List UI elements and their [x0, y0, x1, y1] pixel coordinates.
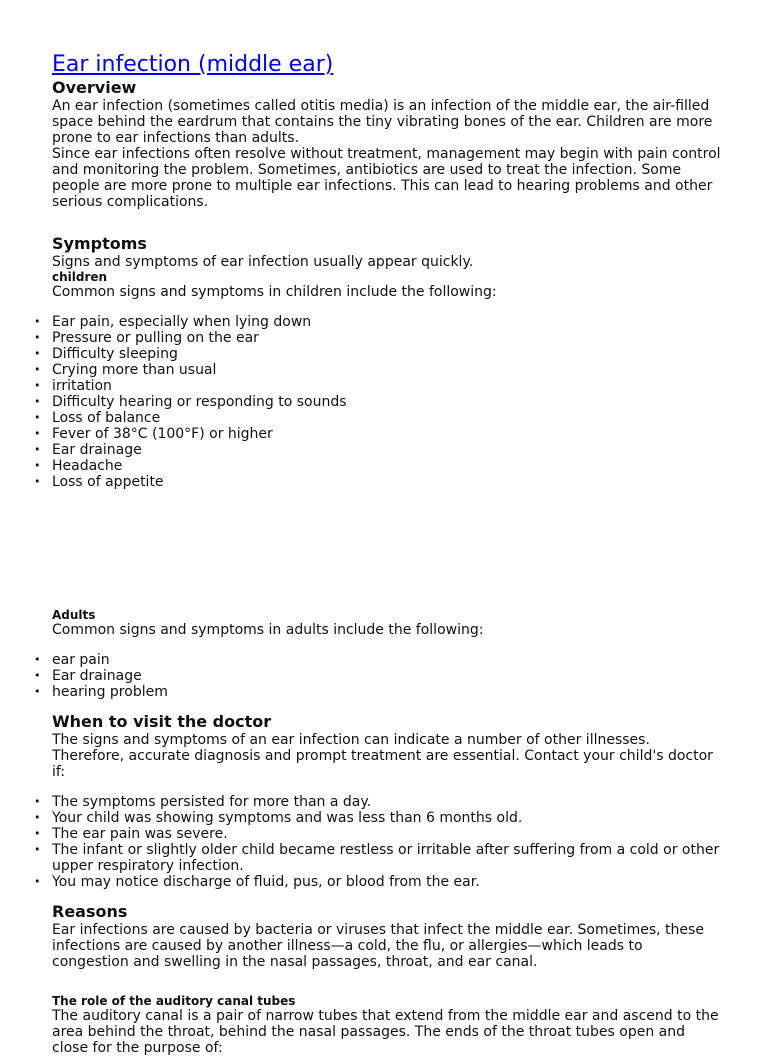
list-item: • ear pain [52, 652, 722, 668]
list-item: • hearing problem [52, 684, 722, 700]
list-item: • The infant or slightly older child became restless or irritable after suffering from a cold or other upper respiratory infection. [52, 842, 722, 874]
list-item: • You may notice discharge of fluid, pus, or blood from the ear. [52, 874, 722, 890]
children-heading: children [52, 270, 108, 284]
overview-heading: Overview [52, 78, 137, 97]
list-item: • Ear drainage [52, 668, 722, 684]
list-item: • Ear drainage [52, 442, 722, 458]
adults-symptom-list [52, 652, 722, 700]
reasons-paragraph: Ear infections are caused by bacteria or viruses that infect the middle ear. Sometimes, these infections are caused by another illness—a cold, the flu, or allergies—which leads to congestion and swelling in the nasal passages, throat, and ear canal. [52, 922, 704, 970]
list-item: • Loss of appetite [52, 474, 722, 490]
adults-intro: Common signs and symptoms in adults include the following: [52, 622, 484, 638]
adults-heading: Adults [52, 608, 96, 622]
overview-paragraph-2: Since ear infections often resolve without treatment, management may begin with pain control and monitoring the problem. Sometimes, antibiotics are used to treat the infection. Some people are more prone to multiple ear infections. This can lead to hearing problems and other serious complications. [52, 146, 721, 210]
symptoms-intro: Signs and symptoms of ear infection usually appear quickly. [52, 254, 474, 270]
list-item: • Ear pain, especially when lying down [52, 314, 722, 330]
doctor-intro: The signs and symptoms of an ear infection can indicate a number of other illnesses. Therefore, accurate diagnosis and prompt treatment are essential. Contact your child's doctor if: [52, 732, 713, 780]
tubes-heading: The role of the auditory canal tubes [52, 994, 296, 1008]
list-item: • The symptoms persisted for more than a day. [52, 794, 722, 810]
list-item: • Your child was showing symptoms and was less than 6 months old. [52, 810, 722, 826]
overview-paragraph-1: An ear infection (sometimes called otitis media) is an infection of the middle ear, the air-filled space behind the eardrum that contains the tiny vibrating bones of the ear. Children are more prone to ear infections than adults. [52, 98, 713, 146]
document-page [52, 52, 722, 1056]
reasons-heading: Reasons [52, 902, 128, 921]
children-symptom-list [52, 314, 722, 490]
list-item: • The ear pain was severe. [52, 826, 722, 842]
list-item: • Headache [52, 458, 722, 474]
page-title [52, 52, 722, 78]
list-item: • Difficulty hearing or responding to sounds [52, 394, 722, 410]
list-item: • irritation [52, 378, 722, 394]
list-item: • Difficulty sleeping [52, 346, 722, 362]
doctor-heading: When to visit the doctor [52, 712, 272, 731]
children-intro: Common signs and symptoms in children include the following: [52, 284, 497, 300]
doctor-list [52, 794, 722, 890]
tubes-paragraph: The auditory canal is a pair of narrow tubes that extend from the middle ear and ascend to the area behind the throat, behind the nasal passages. The ends of the throat tubes open and close for the purpose of: [52, 1008, 719, 1056]
list-item: • Crying more than usual [52, 362, 722, 378]
symptoms-heading: Symptoms [52, 234, 147, 253]
list-item: • Fever of 38°C (100°F) or higher [52, 426, 722, 442]
list-item: • Pressure or pulling on the ear [52, 330, 722, 346]
list-item: • Loss of balance [52, 410, 722, 426]
page-title-link[interactable]: Ear infection (middle ear) [52, 52, 334, 77]
